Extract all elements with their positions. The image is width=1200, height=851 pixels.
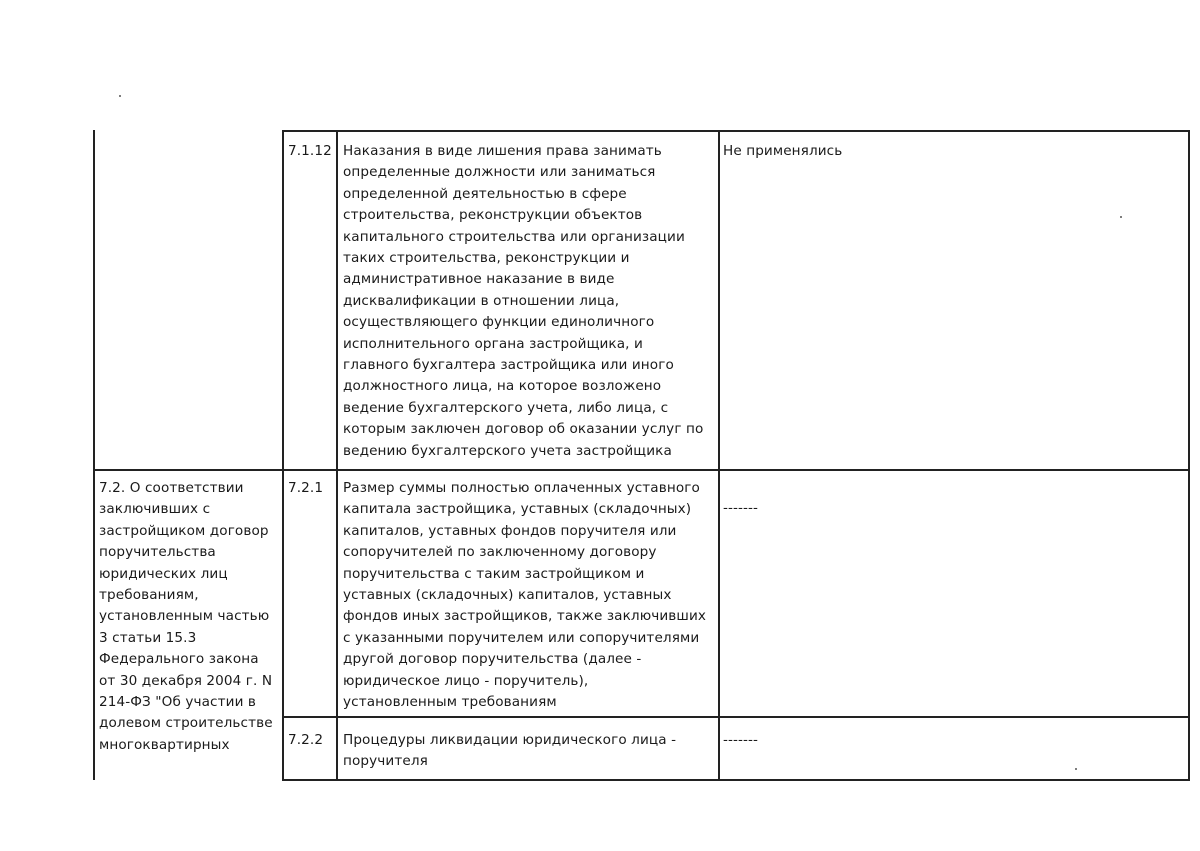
row-divider-7-2-2 (283, 716, 1190, 718)
row-number-7-2-1: 7.2.1 (288, 480, 324, 496)
row-answer-7-2-1: ------- (723, 500, 759, 516)
row-question-7-2-2: Процедуры ликвидации юридического лица - поручителя (343, 732, 677, 770)
table-top-border (283, 130, 1190, 132)
col-divider-3 (718, 130, 720, 781)
row-number-7-2-2: 7.2.2 (288, 732, 324, 748)
row-question-7-1-12: Наказания в виде лишения права занимать определенные должности или заниматься определенной деятельностью в сфере строительства, реконструкции объектов капитального строительства или организации таких строительства, реконструкции и административное наказание в виде дисквалификации в отношении лица, осуществляющего функции единоличного исполнительного органа застройщика, и главного бухгалтера застройщика или иного должностного лица, на которое возложено ведение бухгалтерского учета, либо лица, с которым заключен договор об оказании услуг по ведению бухгалтерского учета застройщика (343, 143, 704, 459)
col-divider-2 (336, 130, 338, 781)
table-left-border (93, 130, 95, 780)
row-answer-7-1-12: Не применялись (723, 143, 843, 159)
table-right-border (1188, 130, 1190, 781)
row-question-7-2-1: Размер суммы полностью оплаченных уставного капитала застройщика, уставных (складочных) капиталов, уставных фондов поручителя или сопоручителей по заключенному договору поручительства с таким застройщиком и уставных (складочных) капиталов, уставных фондов иных застройщиков, также заключивших с указанными поручителем или сопоручителями другой договор поручительства (далее - юридическое лицо - поручитель), установленным требованиям (343, 480, 707, 711)
scan-speck (119, 95, 121, 97)
scan-speck (1075, 768, 1077, 770)
scan-speck (1120, 216, 1122, 218)
col-divider-1 (282, 130, 284, 781)
row-answer-7-2-2: ------- (723, 732, 759, 748)
section-heading-7-2: 7.2. О соответствии заключивших с застройщиком договор поручительства юридических лиц требованиям, установленным частью 3 статьи 15.3 Федерального закона от 30 декабря 2004 г. N 214-ФЗ "Об участии в долевом строительстве многоквартирных (99, 480, 273, 753)
row-number-7-1-12: 7.1.12 (288, 143, 332, 159)
row-divider-7-2 (93, 469, 1190, 471)
table-bottom-border (283, 779, 1190, 781)
